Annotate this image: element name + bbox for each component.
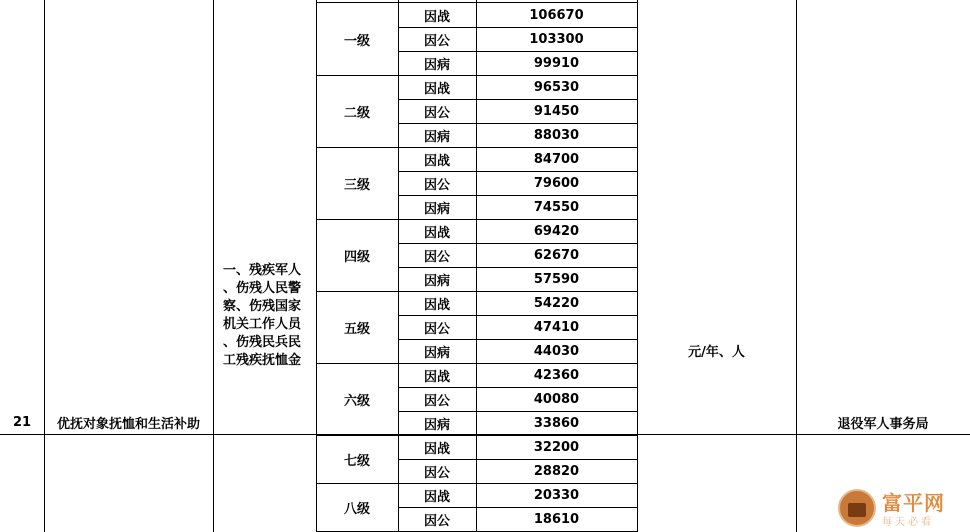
department-label: 退役军人事务局 (837, 416, 929, 432)
amount-cell: 88030 (533, 127, 580, 143)
amount-cell: 106670 (529, 7, 584, 23)
amount-cell: 47410 (533, 319, 580, 335)
grade-level: 六级 (343, 393, 370, 409)
watermark (838, 487, 966, 529)
grid-vline (796, 0, 797, 532)
amount-cell: 20330 (533, 487, 580, 503)
amount-cell: 42360 (533, 367, 580, 383)
amount-cell: 91450 (533, 103, 580, 119)
grade-level: 八级 (343, 501, 370, 517)
amount-cell: 57590 (533, 271, 580, 287)
cause-cell: 因病 (423, 201, 450, 217)
cause-cell: 因病 (423, 345, 450, 361)
grade-level: 五级 (343, 321, 370, 337)
category-text (223, 262, 316, 370)
cause-cell: 因公 (423, 249, 450, 265)
amount-cell: 33860 (533, 415, 580, 431)
amount-cell: 54220 (533, 295, 580, 311)
cause-cell: 因战 (423, 225, 450, 241)
cause-cell: 因战 (423, 81, 450, 97)
amount-cell: 84700 (533, 151, 580, 167)
watermark-subtitle: 每天必看 (882, 517, 934, 528)
grade-level: 七级 (343, 453, 370, 469)
cause-cell: 因公 (423, 177, 450, 193)
grade-level: 四级 (343, 249, 370, 265)
cause-cell: 因公 (423, 513, 450, 529)
cause-cell: 因战 (423, 489, 450, 505)
cause-cell: 因战 (423, 153, 450, 169)
amount-cell: 44030 (533, 343, 580, 359)
grid-vline (213, 0, 214, 532)
grade-level: 二级 (343, 105, 370, 121)
unit-label: 元/年、人 (688, 344, 745, 360)
grid-vline (44, 0, 45, 532)
category-line: 察、伤残国家 (223, 299, 302, 314)
watermark-logo-icon (838, 489, 876, 527)
category-line: 一、残疾军人 (223, 263, 302, 278)
cause-cell: 因战 (423, 297, 450, 313)
category-line: 机关工作人员 (223, 317, 302, 332)
amount-cell: 74550 (533, 199, 580, 215)
cause-cell: 因公 (423, 33, 450, 49)
amount-cell: 69420 (533, 223, 580, 239)
cause-cell: 因战 (423, 9, 450, 25)
category-line: 工残疾抚恤金 (223, 353, 302, 368)
watermark-title: 富平网 (882, 491, 945, 515)
amount-cell: 28820 (533, 463, 580, 479)
row-number: 21 (12, 414, 32, 430)
category-line: 、伤残民兵民 (223, 335, 302, 350)
cause-cell: 因公 (423, 393, 450, 409)
grid-vline (637, 0, 638, 532)
grade-level: 一级 (343, 33, 370, 49)
grade-level: 三级 (343, 177, 370, 193)
cause-cell: 因战 (423, 441, 450, 457)
amount-cell: 96530 (533, 79, 580, 95)
cause-cell: 因病 (423, 129, 450, 145)
amount-cell: 32200 (533, 439, 580, 455)
cause-cell: 因战 (423, 369, 450, 385)
cause-cell: 因病 (423, 417, 450, 433)
amount-cell: 79600 (533, 175, 580, 191)
amount-cell: 40080 (533, 391, 580, 407)
cause-cell: 因公 (423, 321, 450, 337)
amount-cell: 18610 (533, 511, 580, 527)
cause-cell: 因病 (423, 273, 450, 289)
category-line: 、伤残人民警 (223, 281, 302, 296)
cause-cell: 因公 (423, 465, 450, 481)
amount-cell: 103300 (529, 31, 584, 47)
amount-cell: 99910 (533, 55, 580, 71)
cause-cell: 因病 (423, 57, 450, 73)
amount-cell: 62670 (533, 247, 580, 263)
cause-cell: 因公 (423, 105, 450, 121)
item-name: 优抚对象抚恤和生活补助 (56, 416, 200, 432)
